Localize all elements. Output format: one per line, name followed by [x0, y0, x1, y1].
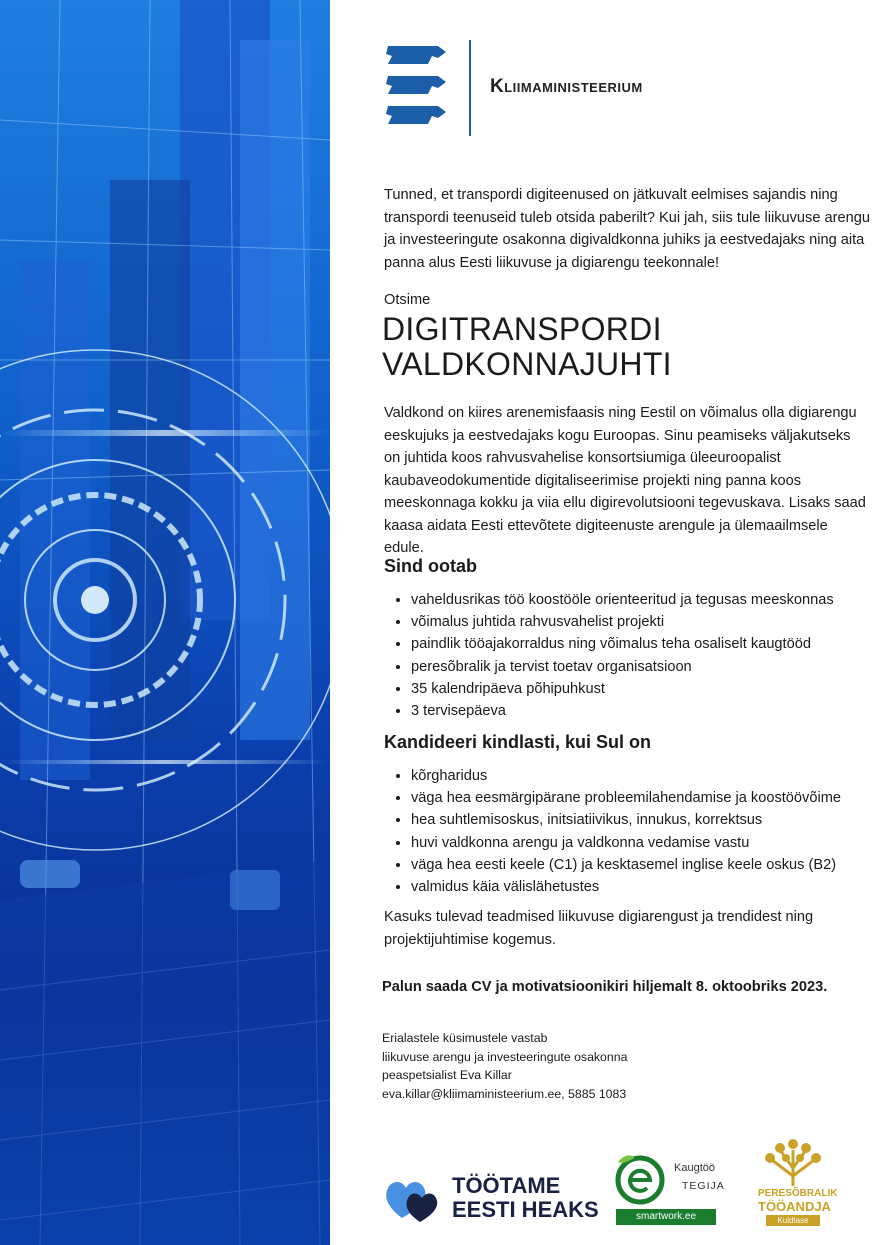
smartwork-logo	[610, 1152, 725, 1226]
contact-line: peaspetsialist Eva Killar	[382, 1068, 512, 1083]
list-item: • 35 kalendripäeva põhipuhkust	[411, 678, 871, 700]
list-item: • vaheldusrikas töö koostööle orienteeritud ja tegusas meeskonnas	[411, 589, 871, 611]
list-item: • huvi valdkonna arengu ja valdkonna vedamise vastu	[411, 832, 871, 854]
contact-email-phone: eva.killar@kliimaministeerium.ee, 5885 1083	[382, 1086, 627, 1101]
contact-line: liikuvuse arengu ja investeeringute osakonna	[382, 1049, 628, 1064]
peresobralik-level-badge: Kuldtase	[766, 1215, 820, 1226]
description-paragraph: Valdkond on kiires arenemisfaasis ning Eestil on võimalus olla digiarengu eeskujuks ja eestvedajaks kogu Euroopas. Sinu peamiseks väljakutseks on juhtida koos rahvusvahelise konsortsiumiga üleeuroopalist kaubaveodokumentide digitaliseerimise projekti ning panna koos meeskonnaga kokku ja viia ellu digirevolutsiooni tegevuskava. Lisaks saad kaasa aidata Eesti ettevõtete digiteenuste arengule ja ülemaailmsele edule.	[384, 405, 866, 556]
contact-block	[382, 1029, 627, 1103]
e-leaf-icon	[610, 1152, 670, 1208]
family-tree-icon	[758, 1136, 828, 1188]
job-title-line-2: VALDKONNAJUHTI	[382, 346, 672, 382]
two-hearts-icon	[384, 1174, 440, 1224]
list-item: • väga hea eesmärgipärane probleemilahendamise ja koostöövõime	[411, 787, 871, 809]
ministry-name: Kliimaministeerium	[490, 76, 643, 97]
position-lead: Otsime	[384, 292, 431, 308]
logo-divider	[469, 40, 471, 136]
three-lions-coat-of-arms-icon	[384, 42, 450, 134]
intro-paragraph: Tunned, et transpordi digiteenused on jätkuvalt eelmises sajandis ning transpordi teenuseid tuleb otsida paberilt? Kui jah, siis tule liikuvuse arengu ja investeeringute osakonna digivaldkonna juhiks ja eestvedajaks ning aita panna alus Eesti liikuvuse ja digiarengu teekonnale!	[384, 187, 870, 271]
peresobralik-line-2: TÖÖANDJA	[758, 1199, 831, 1214]
ministry-logo	[384, 40, 704, 140]
list-item: • 3 tervisepäeva	[411, 700, 871, 722]
benefit-paragraph: Kasuks tulevad teadmised liikuvuse digiarengust ja trendidest ning projektijuhtimise kogemus.	[384, 909, 814, 948]
smartwork-line-1: Kaugtöö	[674, 1162, 715, 1174]
tootame-text	[452, 1174, 599, 1222]
list-item: • peresõbralik ja tervist toetav organisatsioon	[411, 656, 871, 678]
list-item: • valmidus käia välislähetustes	[411, 876, 871, 898]
digital-city-illustration	[0, 0, 330, 1245]
list-item: • kõrgharidus	[411, 765, 871, 787]
job-title-line-1: DIGITRANSPORDI	[382, 311, 662, 347]
peresobralik-tooandja-logo	[758, 1136, 838, 1228]
list-item: • väga hea eesti keele (C1) ja kesktasemel inglise keele oskus (B2)	[411, 854, 871, 876]
list-item: • võimalus juhtida rahvusvahelist projekti	[411, 611, 871, 633]
tootame-line-2: EESTI HEAKS	[452, 1197, 599, 1222]
contact-line: Erialastele küsimustele vastab	[382, 1031, 548, 1045]
job-title	[382, 312, 672, 382]
offer-list	[384, 589, 871, 722]
deadline-text: Palun saada CV ja motivatsioonikiri hiljemalt 8. oktoobriks 2023.	[382, 979, 828, 995]
requirements-list	[384, 765, 871, 898]
offer-heading: Sind ootab	[384, 556, 477, 576]
tootame-line-1: TÖÖTAME	[452, 1173, 561, 1198]
peresobralik-line-1: PERESÕBRALIK	[758, 1188, 838, 1199]
hero-digital-city-image	[0, 0, 330, 1245]
requirements-heading: Kandideeri kindlasti, kui Sul on	[384, 732, 652, 752]
smartwork-url: smartwork.ee	[616, 1209, 716, 1225]
list-item: • paindlik tööajakorraldus ning võimalus teha osaliselt kaugtööd	[411, 633, 871, 655]
list-item: • hea suhtlemisoskus, initsiatiivikus, innukus, korrektsus	[411, 809, 871, 831]
smartwork-line-2: TEGIJA	[682, 1180, 725, 1192]
tootame-eesti-heaks-logo	[384, 1170, 604, 1226]
